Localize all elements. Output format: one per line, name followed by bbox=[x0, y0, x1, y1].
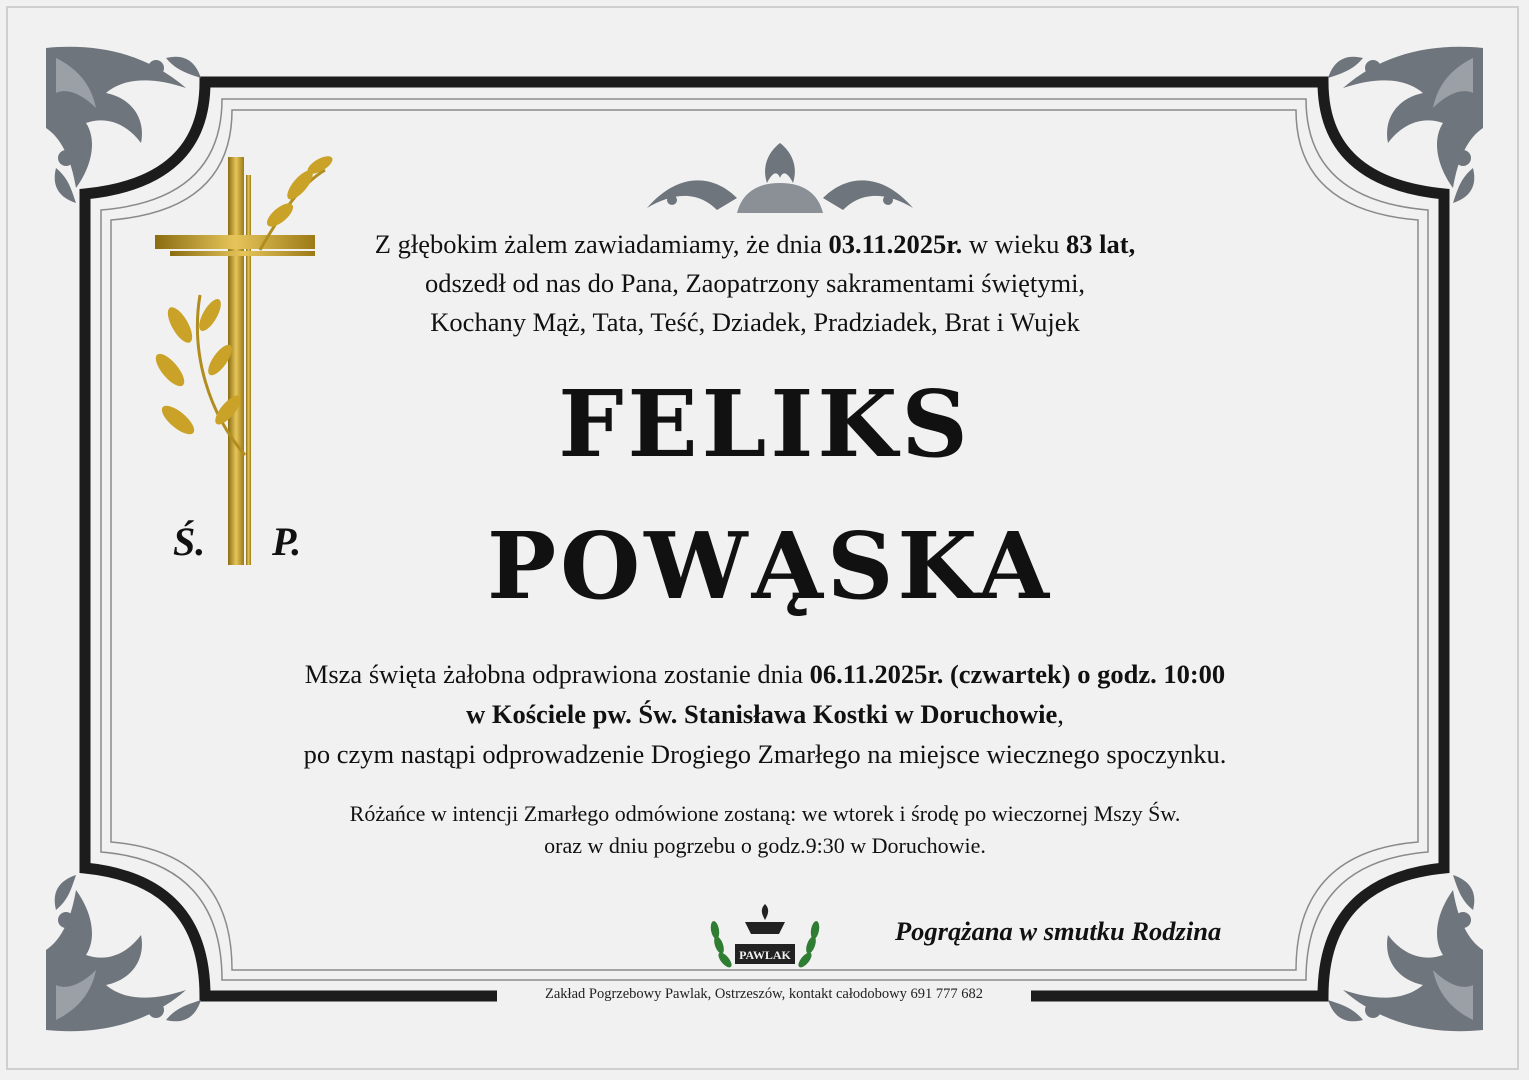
death-date: 03.11.2025r. bbox=[828, 229, 963, 259]
logo-text: PAWLAK bbox=[739, 948, 791, 962]
sp-initial-p: P. bbox=[272, 519, 302, 564]
deceased-last-name: POWĄSKA bbox=[486, 512, 1054, 620]
announcement-intro bbox=[330, 225, 1180, 342]
mass-info bbox=[160, 654, 1370, 774]
family-signature: Pogrążana w smutku Rodzina bbox=[895, 916, 1222, 946]
corner-ornament-bottom-right bbox=[1323, 870, 1493, 1040]
rosary-line-1: Różańce w intencji Zmarłego odmówione zostaną: we wtorek i środę po wieczornej Mszy Św. bbox=[349, 801, 1181, 826]
pawlak-logo bbox=[705, 900, 825, 982]
sp-initial-s: Ś. bbox=[173, 519, 206, 564]
rosary-line-2: oraz w dniu pogrzebu o godz.9:30 w Doruchowie. bbox=[544, 833, 986, 858]
mass-line-3: po czym nastąpi odprowadzenie Drogiego Zmarłego na miejsce wiecznego spoczynku. bbox=[303, 739, 1227, 769]
corner-ornament-top-right bbox=[1323, 38, 1493, 208]
gold-cross-icon bbox=[150, 155, 340, 565]
deceased-first-name: FELIKS bbox=[558, 370, 972, 478]
top-ornament bbox=[643, 138, 917, 218]
intro-text-age-prefix: w wieku bbox=[962, 229, 1067, 259]
intro-text: Z głębokim żalem zawiadamiamy, że dnia bbox=[374, 229, 829, 259]
intro-line-3: Kochany Mąż, Tata, Teść, Dziadek, Pradziadek, Brat i Wujek bbox=[430, 307, 1080, 337]
funeral-home-footer: Zakład Pogrzebowy Pawlak, Ostrzeszów, kontakt całodobowy 691 777 682 bbox=[545, 986, 983, 1002]
mass-line-2 bbox=[160, 694, 1370, 734]
intro-line-2: odszedł od nas do Pana, Zaopatrzony sakramentami świętymi, bbox=[424, 268, 1086, 298]
mass-date-time: 06.11.2025r. (czwartek) o godz. 10:00 bbox=[809, 659, 1226, 689]
intro-line-1 bbox=[330, 225, 1180, 264]
corner-ornament-bottom-left bbox=[36, 870, 206, 1040]
comma: , bbox=[1057, 699, 1064, 729]
rosary-info bbox=[200, 798, 1330, 862]
church-name: w Kościele pw. Św. Stanisława Kostki w Doruchowie bbox=[466, 699, 1058, 729]
age: 83 lat, bbox=[1066, 229, 1136, 259]
mass-line-1 bbox=[160, 654, 1370, 694]
mass-text: Msza święta żałobna odprawiona zostanie dnia bbox=[304, 659, 810, 689]
